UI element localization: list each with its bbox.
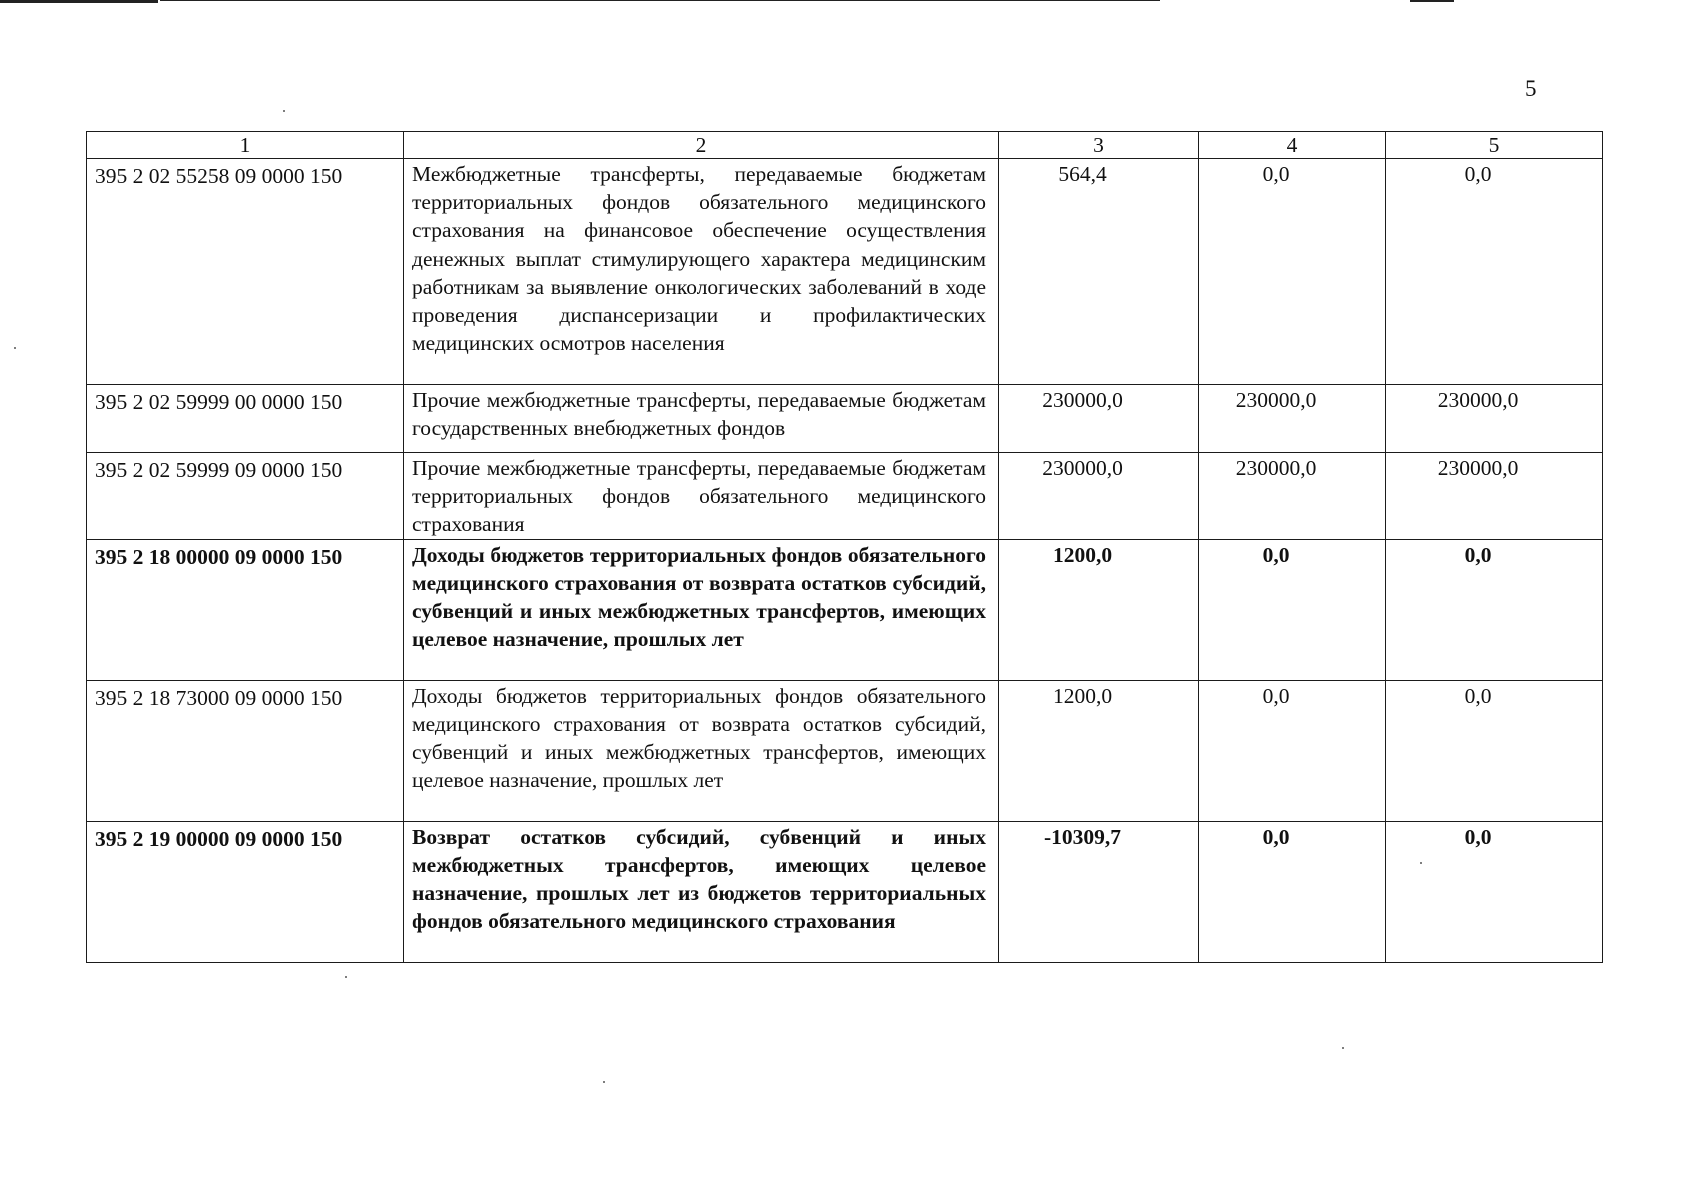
table-header-row	[87, 132, 1603, 159]
amount-value: 230000,0	[1042, 456, 1123, 480]
amount-value: 230000,0	[1042, 388, 1123, 412]
amount-col5	[1386, 539, 1603, 680]
column-header: 2	[404, 132, 999, 159]
table-row	[87, 821, 1603, 962]
amount-col3	[999, 680, 1199, 821]
amount-value: 564,4	[1058, 162, 1107, 186]
amount-col4	[1199, 385, 1386, 453]
income-description: Прочие межбюджетные трансферты, передаваемые бюджетам государственных внебюджетных фондов	[404, 385, 999, 453]
amount-col4	[1199, 680, 1386, 821]
amount-value: -10309,7	[1043, 824, 1122, 849]
scan-speck	[345, 976, 347, 978]
amount-col5	[1386, 159, 1603, 385]
amount-col3	[999, 385, 1199, 453]
budget-code: 395 2 02 59999 09 0000 150	[87, 453, 404, 540]
scan-edge-mark	[1410, 0, 1454, 2]
amount-value: 0,0	[1464, 683, 1492, 708]
budget-code: 395 2 18 00000 09 0000 150	[87, 539, 404, 680]
amount-col3	[999, 821, 1199, 962]
budget-code: 395 2 19 00000 09 0000 150	[87, 821, 404, 962]
budget-code: 395 2 18 73000 09 0000 150	[87, 680, 404, 821]
column-header: 1	[87, 132, 404, 159]
scan-speck	[1342, 1047, 1344, 1049]
amount-value: 230000,0	[1235, 388, 1317, 412]
amount-value: 0,0	[1262, 542, 1290, 567]
column-header: 4	[1199, 132, 1386, 159]
page-number: 5	[1525, 76, 1537, 101]
table-row	[87, 159, 1603, 385]
amount-value: 0,0	[1464, 162, 1492, 186]
amount-col5	[1386, 453, 1603, 540]
amount-col4	[1199, 453, 1386, 540]
amount-col3	[999, 159, 1199, 385]
table-row	[87, 453, 1603, 540]
income-description: Доходы бюджетов территориальных фондов обязательного медицинского страхования от возврата остатков субсидий, субвенций и иных межбюджетных трансфертов, имеющих целевое назначение, прошлых лет	[404, 680, 999, 821]
income-description: Межбюджетные трансферты, передаваемые бюджетам территориальных фондов обязательного медицинского страхования на финансовое обеспечение осуществления денежных выплат стимулирующего характера медицинским работникам за выявление онкологических заболеваний в ходе проведения диспансеризации и профилактических медицинских осмотров населения	[404, 159, 999, 385]
budget-code: 395 2 02 55258 09 0000 150	[87, 159, 404, 385]
amount-value: 0,0	[1262, 824, 1290, 849]
amount-col3	[999, 539, 1199, 680]
amount-col4	[1199, 539, 1386, 680]
amount-value: 230000,0	[1437, 388, 1519, 412]
budget-code: 395 2 02 59999 00 0000 150	[87, 385, 404, 453]
scan-speck	[1420, 862, 1422, 864]
table-row	[87, 539, 1603, 680]
scan-speck	[14, 347, 16, 349]
amount-col4	[1199, 159, 1386, 385]
amount-value: 0,0	[1262, 683, 1290, 708]
amount-col5	[1386, 680, 1603, 821]
amount-value: 230000,0	[1437, 456, 1519, 480]
income-description: Возврат остатков субсидий, субвенций и иных межбюджетных трансфертов, имеющих целевое назначение, прошлых лет из бюджетов территориальных фондов обязательного медицинского страхования	[404, 821, 999, 962]
table-row	[87, 680, 1603, 821]
amount-value: 0,0	[1464, 824, 1492, 849]
amount-value: 0,0	[1464, 542, 1492, 567]
amount-col5	[1386, 385, 1603, 453]
table-row	[87, 385, 1603, 453]
scan-edge-mark	[160, 0, 1160, 1]
scan-edge-mark	[0, 0, 158, 3]
scan-speck	[283, 110, 285, 112]
column-header: 5	[1386, 132, 1603, 159]
amount-col4	[1199, 821, 1386, 962]
budget-table	[86, 131, 1603, 963]
column-header: 3	[999, 132, 1199, 159]
amount-value: 0,0	[1262, 162, 1290, 186]
scan-speck	[603, 1081, 605, 1083]
amount-value: 1200,0	[1052, 683, 1113, 708]
amount-value: 230000,0	[1235, 456, 1317, 480]
income-description: Доходы бюджетов территориальных фондов обязательного медицинского страхования от возврата остатков субсидий, субвенций и иных межбюджетных трансфертов, имеющих целевое назначение, прошлых лет	[404, 539, 999, 680]
amount-value: 1200,0	[1052, 542, 1113, 567]
amount-col3	[999, 453, 1199, 540]
amount-col5	[1386, 821, 1603, 962]
income-description: Прочие межбюджетные трансферты, передаваемые бюджетам территориальных фондов обязательного медицинского страхования	[404, 453, 999, 540]
